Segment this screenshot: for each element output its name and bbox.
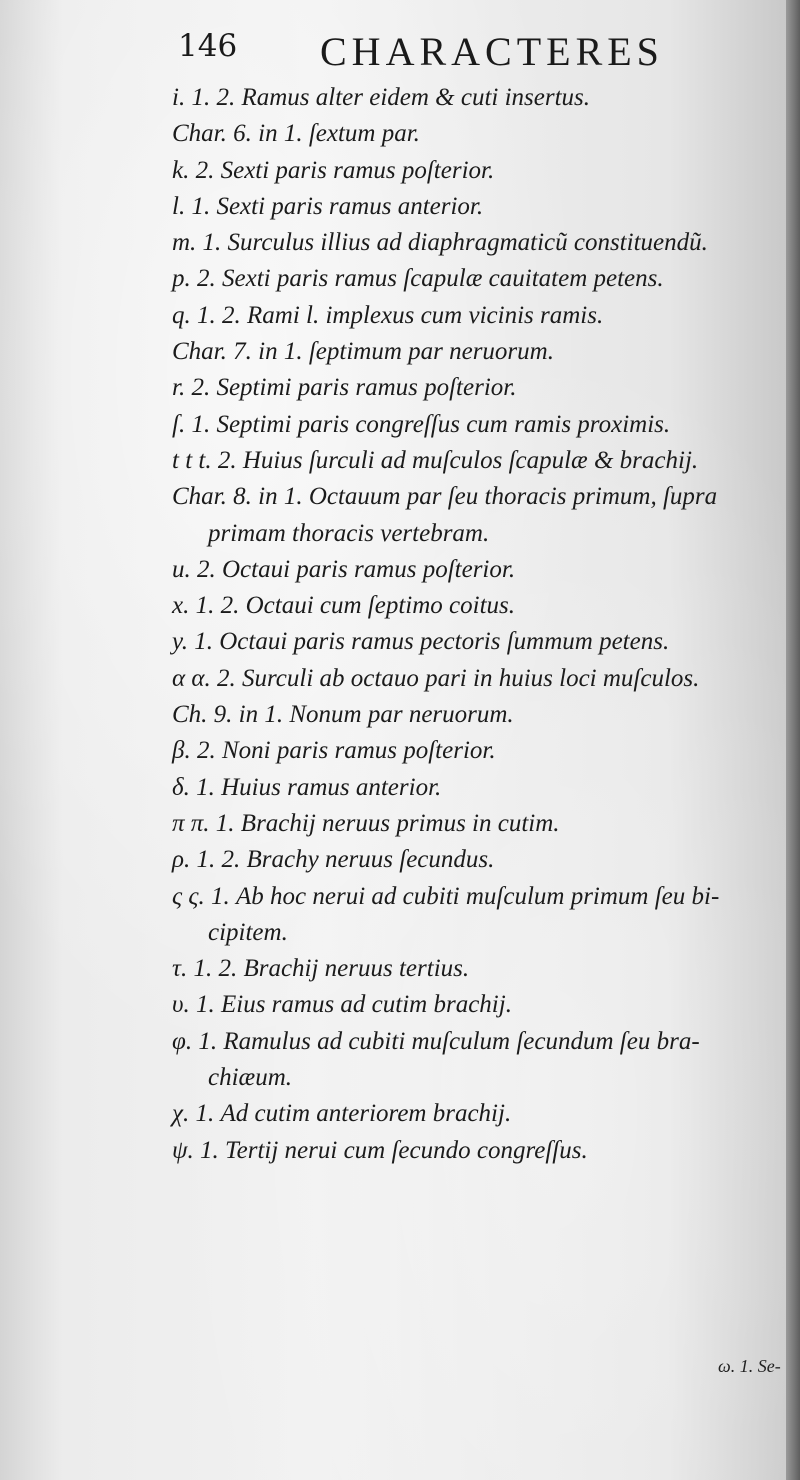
running-head: CHARACTERES — [320, 29, 664, 74]
legend-entry-continuation: chiæum. — [208, 1064, 293, 1092]
legend-entry: l. 1. Sexti paris ramus anterior. — [172, 192, 484, 220]
legend-entry: t t t. 2. Huius ſurculi ad muſculos ſcapulæ & brachij. — [172, 446, 699, 474]
legend-entry: δ. 1. Huius ramus anterior. — [172, 773, 442, 801]
legend-entry: Char. 8. in 1. Octauum par ſeu thoracis primum, ſupra — [172, 483, 718, 511]
legend-entry: ς ς. 1. Ab hoc nerui ad cubiti muſculum primum ſeu bi- — [172, 882, 720, 910]
legend-entry: χ. 1. Ad cutim anteriorem brachij. — [172, 1100, 512, 1128]
legend-entry-continuation: cipitem. — [208, 918, 288, 946]
legend-entry: τ. 1. 2. Brachij neruus tertius. — [172, 955, 470, 983]
page-number: 146 — [178, 28, 238, 64]
legend-entry: x. 1. 2. Octaui cum ſeptimo coitus. — [172, 592, 515, 620]
legend-entry: i. 1. 2. Ramus alter eidem & cuti insertus. — [172, 84, 591, 111]
legend-entry: ρ. 1. 2. Brachy neruus ſecundus. — [172, 846, 495, 874]
legend-entry-continuation: primam thoracis vertebram. — [208, 519, 490, 547]
legend-entry: r. 2. Septimi paris ramus poſterior. — [172, 374, 517, 402]
legend-entry: ſ. 1. Septimi paris congreſſus cum ramis proximis. — [172, 410, 671, 438]
legend-entry: φ. 1. Ramulus ad cubiti muſculum ſecundum ſeu bra- — [172, 1027, 700, 1055]
legend-entry: m. 1. Surculus illius ad diaphragmaticũ constituendũ. — [172, 229, 708, 257]
legend-entry: β. 2. Noni paris ramus poſterior. — [172, 737, 496, 765]
catchword: ω. 1. Se- — [718, 1356, 781, 1376]
legend-entry: π π. 1. Brachij neruus primus in cutim. — [172, 809, 560, 837]
page-header — [178, 22, 698, 78]
legend-list — [172, 80, 784, 1169]
legend-entry: ψ. 1. Tertij nerui cum ſecundo congreſſus. — [172, 1136, 588, 1164]
legend-entry: υ. 1. Eius ramus ad cutim brachij. — [172, 991, 512, 1019]
legend-entry: α α. 2. Surculi ab octauo pari in huius loci muſculos. — [172, 664, 700, 692]
legend-entry: k. 2. Sexti paris ramus poſterior. — [172, 156, 495, 184]
legend-entry: Char. 7. in 1. ſeptimum par neruorum. — [172, 338, 554, 366]
legend-entry: Char. 6. in 1. ſextum par. — [172, 120, 420, 148]
legend-entry: q. 1. 2. Rami l. implexus cum vicinis ramis. — [172, 301, 604, 329]
legend-entry: Ch. 9. in 1. Nonum par neruorum. — [172, 701, 514, 729]
legend-entry: p. 2. Sexti paris ramus ſcapulæ cauitatem petens. — [172, 265, 664, 293]
legend-entry: u. 2. Octaui paris ramus poſterior. — [172, 555, 516, 583]
book-gutter — [786, 0, 800, 1480]
legend-entry: y. 1. Octaui paris ramus pectoris ſummum petens. — [172, 628, 670, 656]
